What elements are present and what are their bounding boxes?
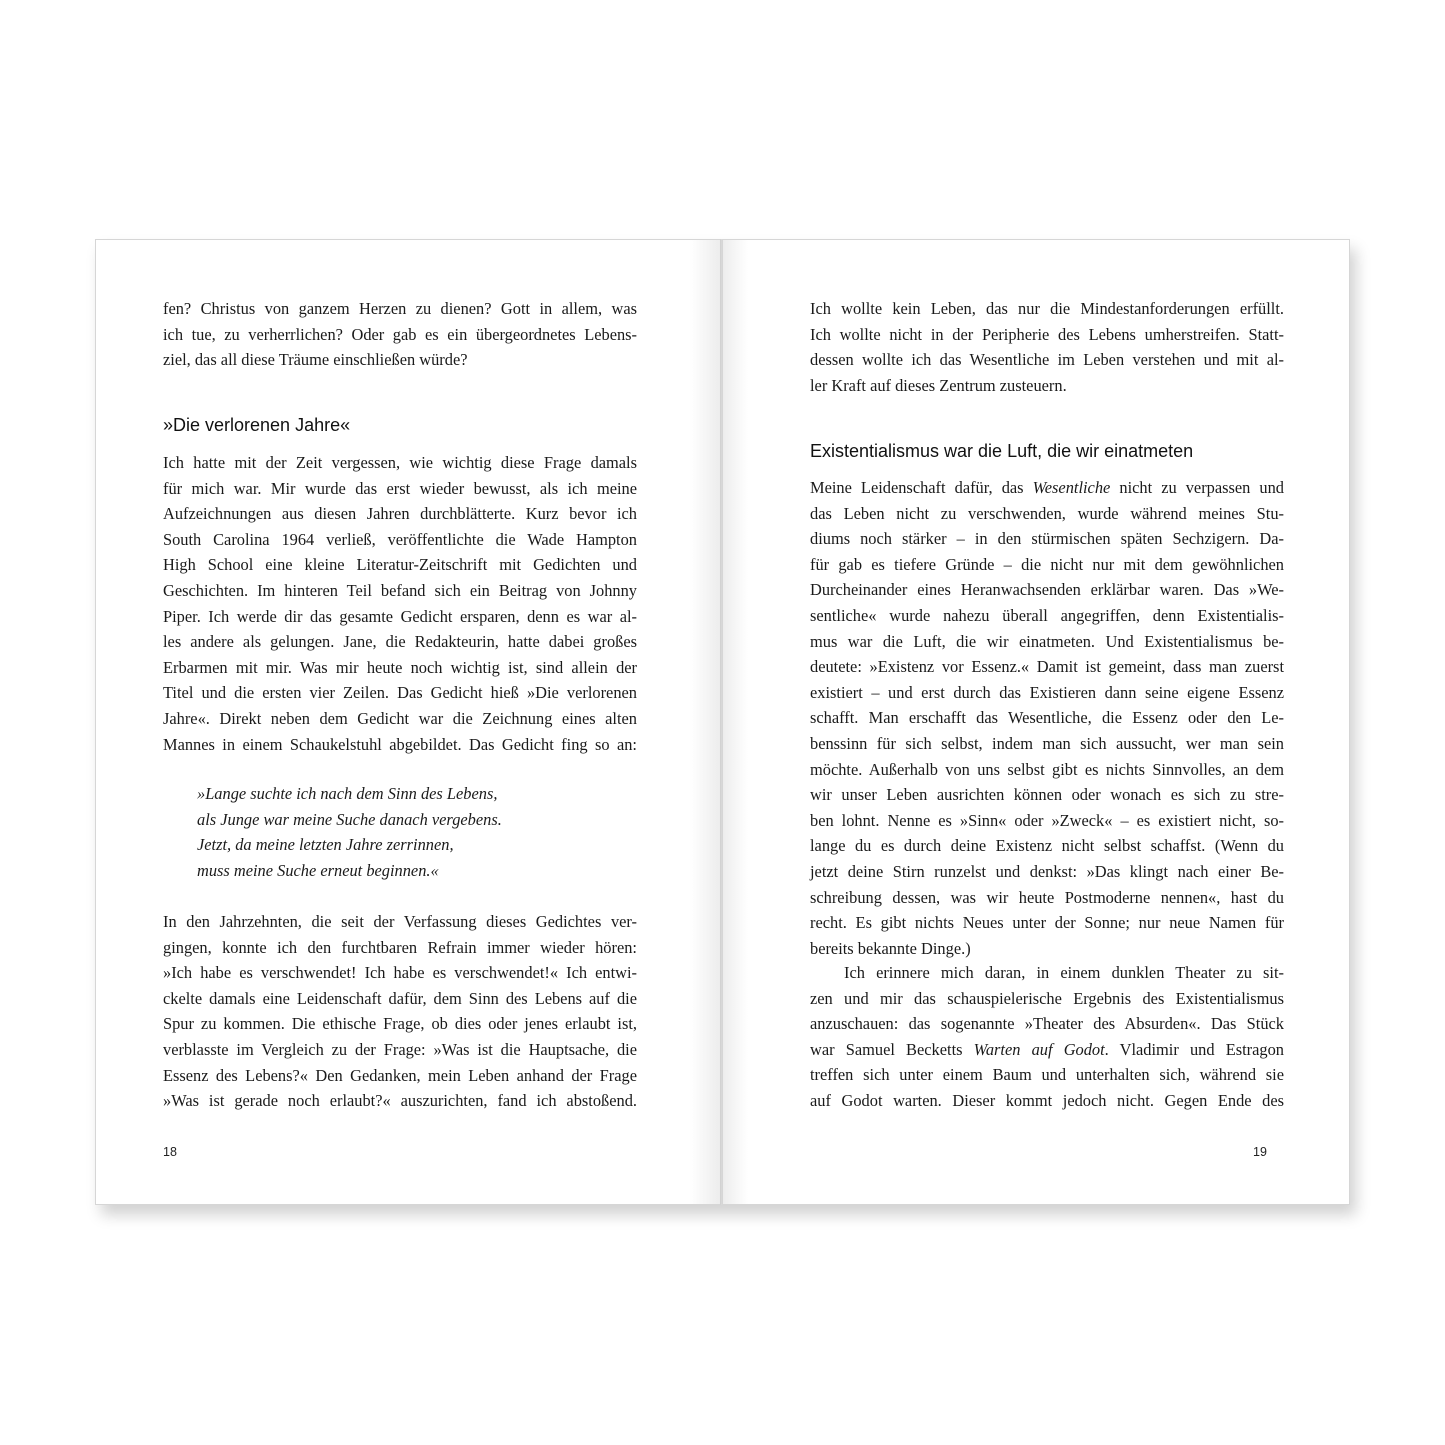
text-line: wir unser Leben ausrichten können oder wonach es sich zu stre- [810,785,1284,805]
text-line: Essenz des Lebens?« Den Gedanken, mein Leben anhand der Frage [163,1065,637,1085]
text-line: treffen sich unter einem Baum und unterhalten sich, während sie [810,1065,1284,1085]
left-intro-paragraph [163,296,637,373]
text-line: das Leben nicht zu verschwenden, wurde während meines Stu- [810,503,1284,523]
italic-term: Wesentliche [1032,478,1111,497]
italic-title: Warten auf Godot [973,1039,1105,1059]
text-line: Erbarmen mit mir. Was mir heute noch wichtig ist, sind allein der [163,657,637,677]
text-line: schreibung dessen, was wir heute Postmoderne nennen«, hast du [810,887,1284,907]
left-paragraph-1 [163,450,637,757]
right-intro-paragraph [810,296,1284,398]
text-line: ziel, das all diese Träume einschließen würde? [163,350,468,370]
text-line: ich tue, zu verherrlichen? Oder gab es ein übergeordnetes Lebens- [163,324,637,344]
text-line: High School eine kleine Literatur-Zeitschrift mit Gedichten und [163,555,637,575]
text-line: war Samuel Becketts Warten auf Godot. Vladimir und Estragon [810,1039,1284,1059]
text-line: »Was ist gerade noch erlaubt?« auszurichten, fand ich abstoßend. [163,1091,637,1111]
poem-line: muss meine Suche erneut beginnen.« [197,860,439,880]
left-section-heading: »Die verlorenen Jahre« [163,415,351,435]
text-line: schafft. Man erschafft das Wesentliche, die Essenz oder den Le- [810,708,1284,728]
page-number-right: 19 [1253,1145,1267,1159]
text-line: diums noch stärker – in den stürmischen späten Sechzigern. Da- [810,529,1284,549]
text-line: ckelte damals eine Leidenschaft dafür, dem Sinn des Lebens auf die [163,988,637,1008]
text-line: Ich hatte mit der Zeit vergessen, wie wichtig diese Frage damals [163,453,637,472]
text-line: jetzt deine Stirn runzelst und denkst: »Das klingt nach einer Be- [810,861,1284,881]
text-line: auf Godot warten. Dieser kommt jedoch nicht. Gegen Ende des [810,1090,1284,1110]
text-line: ler Kraft auf dieses Zentrum zusteuern. [810,375,1067,395]
poem-line: »Lange suchte ich nach dem Sinn des Lebens, [197,784,498,803]
text-line: Ich erinnere mich daran, in einem dunklen Theater zu sit- [844,963,1284,982]
text-line: Ich wollte nicht in der Peripherie des Lebens umherstreifen. Statt- [810,324,1284,344]
text-line: benssinn für sich selbst, indem man sich aussucht, wer man sein [810,733,1284,753]
text-line: Spur zu kommen. Die ethische Frage, ob dies oder jenes erlaubt ist, [163,1014,637,1034]
right-page [722,239,1350,1205]
text-line: Meine Leidenschaft dafür, das Wesentliche nicht zu verpassen und [810,478,1284,497]
text-line: für mich war. Mir wurde das erst wieder bewusst, als ich meine [163,478,637,498]
text-line: Titel und die ersten vier Zeilen. Das Gedicht hieß »Die verlorenen [163,683,637,703]
text-line: für gab es tiefere Gründe – die nicht nur mit dem gewöhnlichen [810,554,1284,574]
text-line: bereits bekannte Dinge.) [810,938,971,958]
text-line: Piper. Ich werde dir das gesamte Gedicht ersparen, denn es war al- [163,606,637,626]
poem-line: Jetzt, da meine letzten Jahre zerrinnen, [197,835,454,855]
page-number-left: 18 [163,1145,177,1159]
text-line: In den Jahrzehnten, die seit der Verfassung dieses Gedichtes ver- [163,912,637,931]
right-paragraph-1 [810,475,1284,961]
text-line: anzuschauen: das sogenannte »Theater des Absurden«. Das Stück [810,1014,1284,1034]
text-line: ben lohnt. Nenne es »Sinn« oder »Zweck« – es existiert nicht, so- [810,810,1284,830]
text-line: gingen, konnte ich den furchtbaren Refrain immer wieder hören: [163,937,637,957]
text-line: Jahre«. Direkt neben dem Gedicht war die Zeichnung eines alten [163,708,637,728]
left-page [95,239,722,1205]
text-line: Geschichten. Im hinteren Teil befand sich ein Beitrag von Johnny [163,580,637,600]
left-paragraph-2 [163,909,637,1114]
text-line: verblasste im Vergleich zu der Frage: »Was ist die Hauptsache, die [163,1039,637,1059]
poem-quote [197,781,502,883]
book-spread [95,239,1350,1205]
text-line: sentliche« wurde nahezu überall angegriffen, denn Existentialis- [810,605,1284,625]
text-line: Mannes in einem Schaukelstuhl abgebildet. Das Gedicht fing so an: [163,734,637,754]
text-line: les andere als gelungen. Jane, die Redakteurin, hatte dabei großes [163,632,637,652]
text-line: mus war die Luft, die wir einatmeten. Und Existentialismus be- [810,631,1284,651]
text-line: zen und mir das schauspielerische Ergebnis des Existentialismus [810,988,1284,1008]
text-line: möchte. Außerhalb von uns selbst gibt es nichts Sinnvolles, an dem [810,759,1284,779]
text-line: Durcheinander eines Heranwachsenden erklärbar waren. Das »We- [810,580,1284,600]
text-line: fen? Christus von ganzem Herzen zu dienen? Gott in allem, was [163,299,637,318]
text-line: recht. Es gibt nichts Neues unter der Sonne; nur neue Namen für [810,913,1284,933]
text-line: deutete: »Existenz vor Essenz.« Damit ist gemeint, dass man zuerst [810,657,1284,677]
text-line: South Carolina 1964 verließ, veröffentlichte die Wade Hampton [163,529,637,549]
right-section-heading: Existentialismus war die Luft, die wir einatmeten [810,441,1194,461]
text-line: »Ich habe es verschwendet! Ich habe es verschwendet!« Ich entwi- [163,963,637,983]
text-line: existiert – und erst durch das Existieren dann seine eigene Essenz [810,682,1284,702]
text-line: Ich wollte kein Leben, das nur die Mindestanforderungen erfüllt. [810,299,1284,318]
right-paragraph-2 [810,960,1284,1114]
text-line: dessen wollte ich das Wesentliche im Leben verstehen und mit al- [810,350,1284,370]
poem-line: als Junge war meine Suche danach vergebens. [197,809,502,829]
text-line: Aufzeichnungen aus diesen Jahren durchblätterte. Kurz bevor ich [163,504,637,524]
text-line: lange du es durch deine Existenz nicht selbst schaffst. (Wenn du [810,836,1284,856]
